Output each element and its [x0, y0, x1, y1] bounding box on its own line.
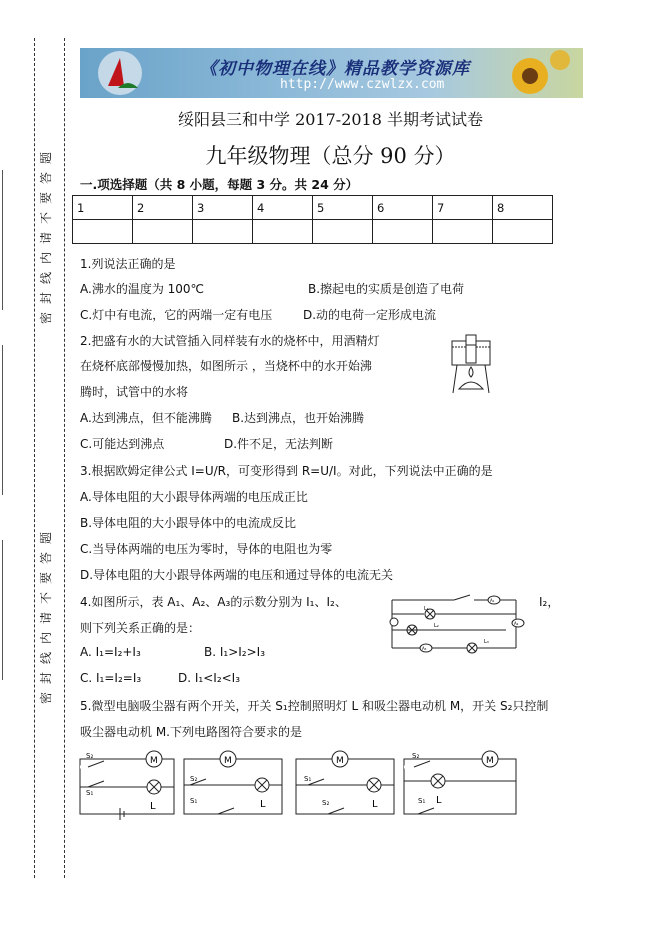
subject-title: 九年级物理（总分 90 分）	[205, 144, 456, 168]
q2-option-b: B.达到沸点，也开始沸腾	[232, 411, 365, 425]
q1-option-d: D.动的电荷一定形成电流	[303, 308, 437, 322]
circuit-a-lamp: L	[150, 801, 156, 812]
circuit-d-lamp: L	[436, 795, 442, 806]
circuit-b-s2: S₂	[190, 775, 198, 783]
q5-circuit-figures	[78, 745, 528, 821]
gutter-solid-line-1	[2, 170, 3, 310]
seal-char: 不	[39, 212, 53, 225]
beaker-figure	[447, 333, 497, 403]
q3-option-b: B.导体电阻的大小跟导体中的电流成反比	[80, 516, 297, 530]
q4-circuit-figure	[388, 592, 528, 656]
q2-option-d: D.件不足，无法判断	[224, 437, 334, 451]
answer-cell[interactable]	[373, 220, 433, 244]
q3-option-a: A.导体电阻的大小跟导体两端的电压成正比	[80, 490, 308, 504]
q2-option-c: C.可能达到沸点	[80, 437, 165, 451]
answer-number: 6	[373, 196, 433, 220]
answer-blank-row	[73, 220, 553, 244]
answer-cell[interactable]	[73, 220, 133, 244]
label-a3: A₃	[422, 646, 427, 651]
seal-char: 题	[39, 532, 53, 545]
q1-option-a: A.沸水的温度为 100℃	[80, 282, 205, 296]
q4-option-c: C. I₁=I₂=I₃	[80, 671, 142, 685]
answer-cell[interactable]	[193, 220, 253, 244]
seal-char: 要	[39, 192, 53, 205]
label-l3: L₃	[484, 639, 489, 645]
seal-char: 封	[39, 292, 53, 305]
circuit-a-motor: M	[150, 756, 158, 766]
q4-option-b: B. I₁>I₂>I₃	[204, 645, 266, 659]
seal-text-lower	[38, 528, 56, 708]
q2-line3: 腾时，试管中的水将	[80, 385, 189, 399]
q1-option-c: C.灯中有电流，它的两端一定有电压	[80, 308, 273, 322]
answer-number: 2	[133, 196, 193, 220]
circuit-a-s1: S₁	[86, 789, 94, 797]
school-title: 绥阳县三和中学 2017-2018 半期考试试卷	[177, 110, 484, 129]
gutter-solid-line-2	[2, 345, 3, 495]
answer-number: 1	[73, 196, 133, 220]
q5-line2: 吸尘器电动机 M.下列电路图符合要求的是	[80, 725, 302, 739]
circuit-b-s1: S₁	[190, 797, 198, 805]
q4-option-d: D. I₁<I₂<I₃	[178, 671, 241, 685]
gutter-solid-line-3	[2, 540, 3, 680]
q1-stem: 1.列说法正确的是	[80, 257, 176, 271]
circuit-d-s2: S₂	[412, 752, 420, 760]
q2-option-a: A.达到沸点，但不能沸腾	[80, 411, 212, 425]
q2-line1: 2.把盛有水的大试管插入同样装有水的烧杯中，用酒精灯	[80, 334, 380, 348]
circuit-b-lamp: L	[260, 799, 266, 810]
seal-char: 要	[39, 572, 53, 585]
seal-char: 封	[39, 672, 53, 685]
seal-char: 线	[39, 652, 53, 665]
circuit-b-motor: M	[224, 756, 232, 766]
answer-number-row	[73, 196, 553, 220]
q5-line1: 5.微型电脑吸尘器有两个开关，开关 S₁控制照明灯 L 和吸尘器电动机 M，开关 S₂只控制	[80, 699, 549, 713]
answer-cell[interactable]	[133, 220, 193, 244]
site-banner	[80, 48, 583, 98]
seal-char: 密	[39, 312, 53, 325]
answer-number: 8	[493, 196, 553, 220]
seal-char: 不	[39, 592, 53, 605]
circuit-d-motor: M	[486, 756, 494, 766]
q3-option-c: C.当导体两端的电压为零时，导体的电阻也为零	[80, 542, 333, 556]
q4-option-a: A. I₁=I₂+I₃	[80, 645, 141, 659]
label-l2: L₂	[434, 623, 439, 629]
circuit-a	[80, 751, 174, 820]
seal-char: 答	[39, 552, 53, 565]
banner-url: http://www.czwlzx.com	[280, 77, 445, 92]
seal-text-upper	[38, 148, 56, 328]
label-a1: A₁	[490, 598, 495, 603]
q4-line1-tail: I₂，	[539, 595, 560, 609]
circuit-c-s1: S₁	[304, 775, 312, 783]
seal-char: 请	[39, 232, 53, 245]
circuit-b	[184, 751, 282, 814]
seal-char: 题	[39, 152, 53, 165]
q3-stem: 3.根据欧姆定律公式 I=U/R，可变形得到 R=U/I。对此，下列说法中正确的是	[80, 464, 493, 478]
answer-number: 5	[313, 196, 373, 220]
q3-option-d: D.导体电阻的大小跟导体两端的电压和通过导体的电流无关	[80, 568, 394, 582]
answer-number: 7	[433, 196, 493, 220]
label-a2: A₂	[514, 621, 519, 626]
seal-char: 密	[39, 692, 53, 705]
circuit-c-lamp: L	[372, 799, 378, 810]
q4-line1: 4.如图所示，表 A₁、A₂、A₃的示数分别为 I₁、I₂、	[80, 595, 347, 609]
answer-table	[72, 195, 553, 244]
seal-char: 请	[39, 612, 53, 625]
circuit-a-s2: S₂	[86, 752, 94, 760]
answer-cell[interactable]	[313, 220, 373, 244]
circuit-c-motor: M	[336, 756, 344, 766]
seal-char: 答	[39, 172, 53, 185]
q1-option-b: B.擦起电的实质是创造了电荷	[308, 282, 465, 296]
section-heading: 一.项选择题（共 8 小题，每题 3 分。共 24 分）	[80, 177, 359, 192]
seal-char: 线	[39, 272, 53, 285]
circuit-c-s2: S₂	[322, 799, 330, 807]
q4-line2: 则下列关系正确的是：	[80, 621, 201, 635]
label-l1: L₁	[424, 606, 429, 612]
banner-title: 《初中物理在线》精品教学资源库	[200, 59, 470, 79]
answer-number: 3	[193, 196, 253, 220]
answer-cell[interactable]	[253, 220, 313, 244]
answer-cell[interactable]	[433, 220, 493, 244]
answer-cell[interactable]	[493, 220, 553, 244]
q2-line2: 在烧杯底部慢慢加热，如图所示 ，当烧杯中的水开始沸	[80, 359, 372, 373]
seal-char: 内	[39, 252, 53, 265]
circuit-d-s1: S₁	[418, 797, 426, 805]
answer-number: 4	[253, 196, 313, 220]
seal-char: 内	[39, 632, 53, 645]
